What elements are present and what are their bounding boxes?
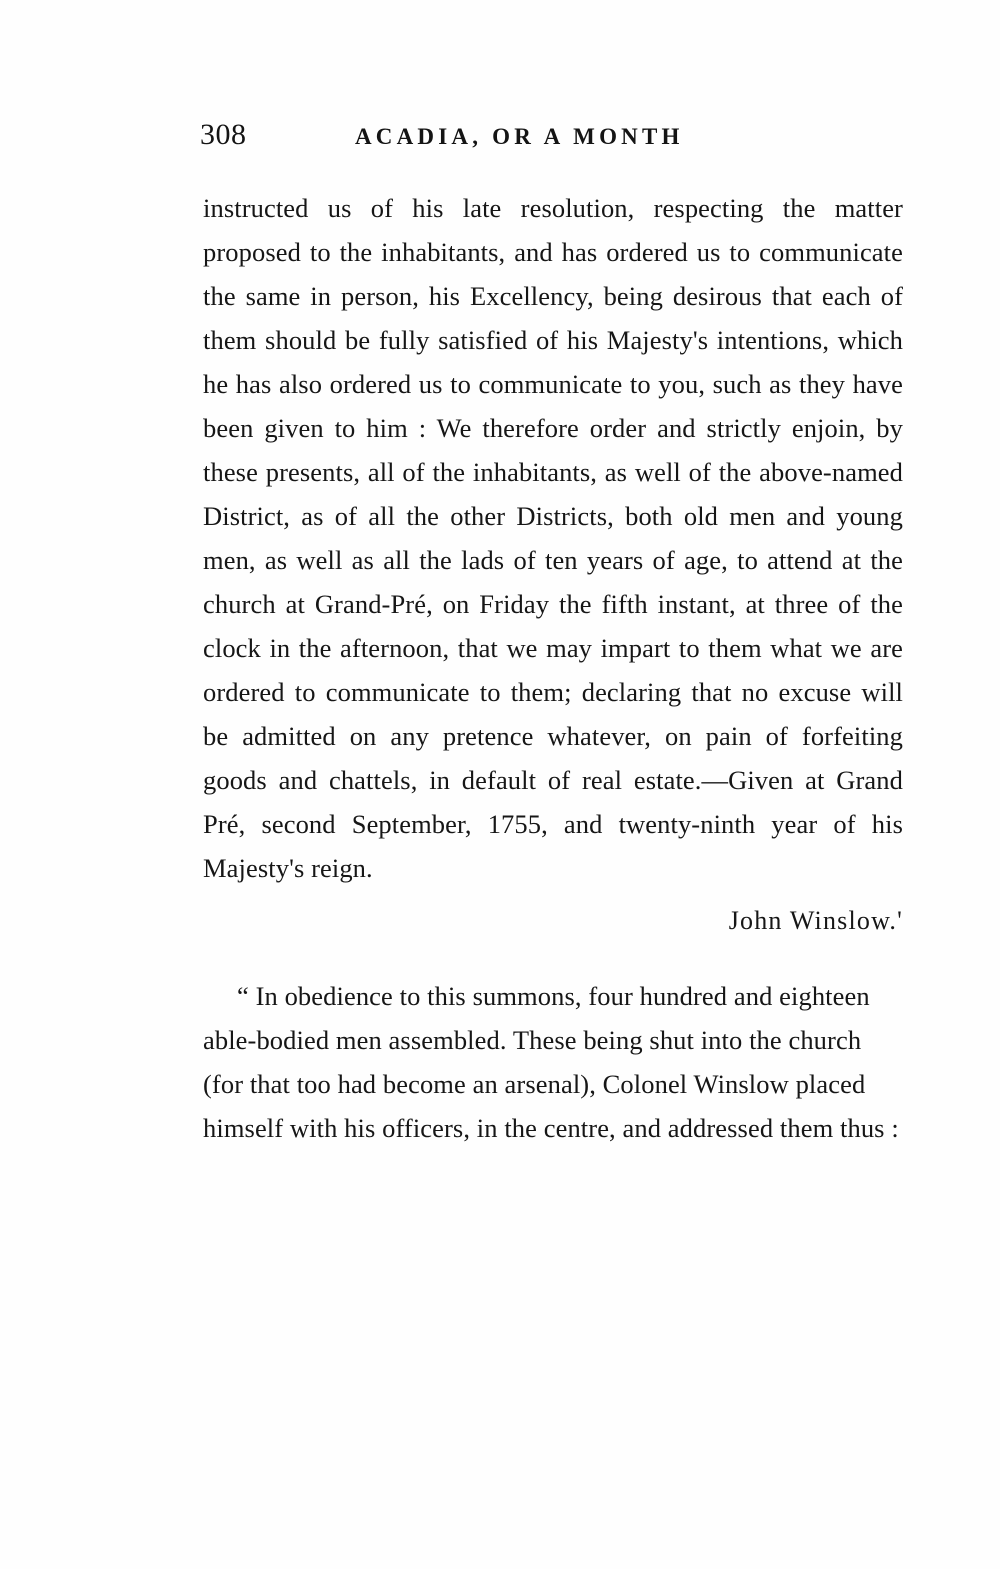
page-number: 308 bbox=[200, 118, 247, 151]
paragraph-continued: instructed us of his late resolution, respecting the matter proposed to the inhabitants, and has ordered us to communicate the same in person, his Excellency, being desirous that each of them should be fully satisfied of his Majesty's intentions, which he has also ordered us to communicate to you, such as they have been given to him : We therefore order and strictly enjoin, by these presents, all of the inhabitants, as well of the above-named District, as of all the other Districts, both old men and young men, as well as all the lads of ten years of age, to attend at the church at Grand-Pré, on Friday the fifth instant, at three of the clock in the afternoon, that we may impart to them what we are ordered to communicate to them; declaring that no excuse will be admitted on any pretence whatever, on pain of forfeiting goods and chattels, in default of real estate.—Given at Grand Pré, second September, 1755, and twenty-ninth year of his Majesty's reign. bbox=[203, 193, 903, 883]
signature-line: John Winslow.' bbox=[728, 906, 903, 935]
page-body bbox=[203, 186, 903, 1150]
paragraph-spacer bbox=[203, 936, 903, 974]
page-header bbox=[200, 118, 800, 158]
paragraph-quoted: “ In obedience to this summons, four hundred and eighteen able-bodied men assembled. These being shut into the church (for that too had become an arsenal), Colonel Winslow placed himself with his officers, in the centre, and addressed them thus : bbox=[203, 981, 899, 1143]
running-head: ACADIA, OR A MONTH bbox=[355, 124, 684, 149]
